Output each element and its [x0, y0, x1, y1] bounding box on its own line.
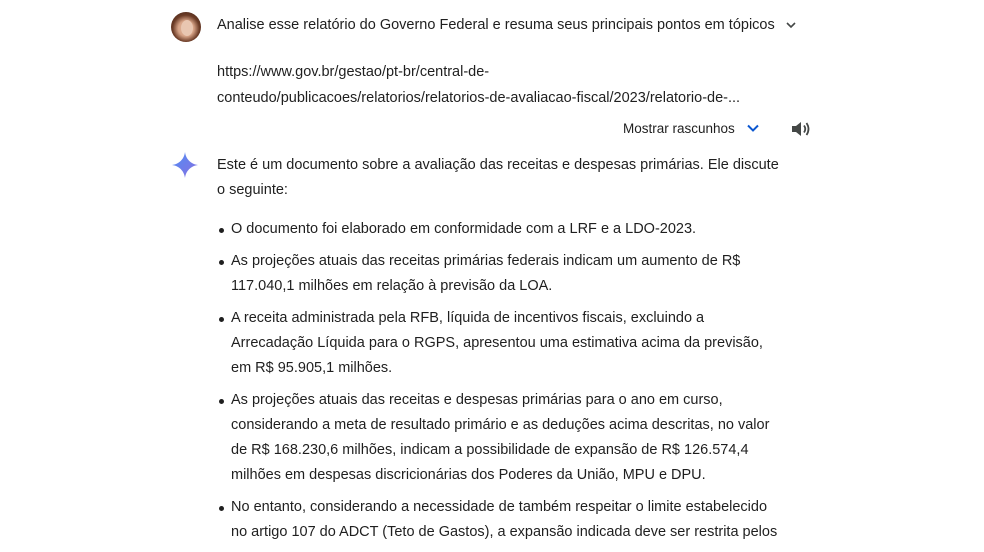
response-body: [217, 153, 782, 552]
volume-icon[interactable]: [790, 119, 812, 139]
list-item: O documento foi elaborado em conformidade com a LRF e a LDO-2023.: [231, 217, 782, 242]
show-drafts-label: Mostrar rascunhos: [623, 120, 735, 136]
gemini-sparkle-icon: [172, 152, 198, 178]
list-item: As projeções atuais das receitas primárias federais indicam um aumento de R$ 117.040,1 milhões em relação à previsão da LOA.: [231, 249, 782, 299]
prompt-url[interactable]: [217, 59, 777, 111]
url-line-1: https://www.gov.br/gestao/pt-br/central-de-: [217, 64, 490, 80]
show-drafts-button[interactable]: [623, 120, 761, 136]
user-prompt-text: Analise esse relatório do Governo Federal e resuma seus principais pontos em tópicos: [217, 17, 775, 33]
chevron-down-icon[interactable]: [784, 18, 798, 32]
list-item: As projeções atuais das receitas e despesas primárias para o ano em curso, considerando a meta de resultado primário e as deduções acima descritas, no valor de R$ 168.230,6 milhões, indicam a possibilidade de expansão de R$ 126.574,4 milhões em despesas discricionárias dos Poderes da União, MPU e DPU.: [231, 388, 782, 488]
list-item: No entanto, considerando a necessidade de também respeitar o limite estabelecido no artigo 107 do ADCT (Teto de Gastos), a expansão indicada deve ser restrita pelos: [231, 495, 782, 545]
url-line-2: conteudo/publicacoes/relatorios/relatorios-de-avaliacao-fiscal/2023/relatorio-de-...: [217, 90, 741, 106]
user-avatar: [171, 12, 201, 42]
chevron-down-icon: [745, 120, 761, 136]
response-bullet-list: [217, 217, 782, 545]
response-intro: Este é um documento sobre a avaliação das receitas e despesas primárias. Ele discute o seguinte:: [217, 157, 779, 198]
list-item: A receita administrada pela RFB, líquida de incentivos fiscais, excluindo a Arrecadação Líquida para o RGPS, apresentou uma estimativa acima da previsão, em R$ 95.905,1 milhões.: [231, 306, 782, 381]
